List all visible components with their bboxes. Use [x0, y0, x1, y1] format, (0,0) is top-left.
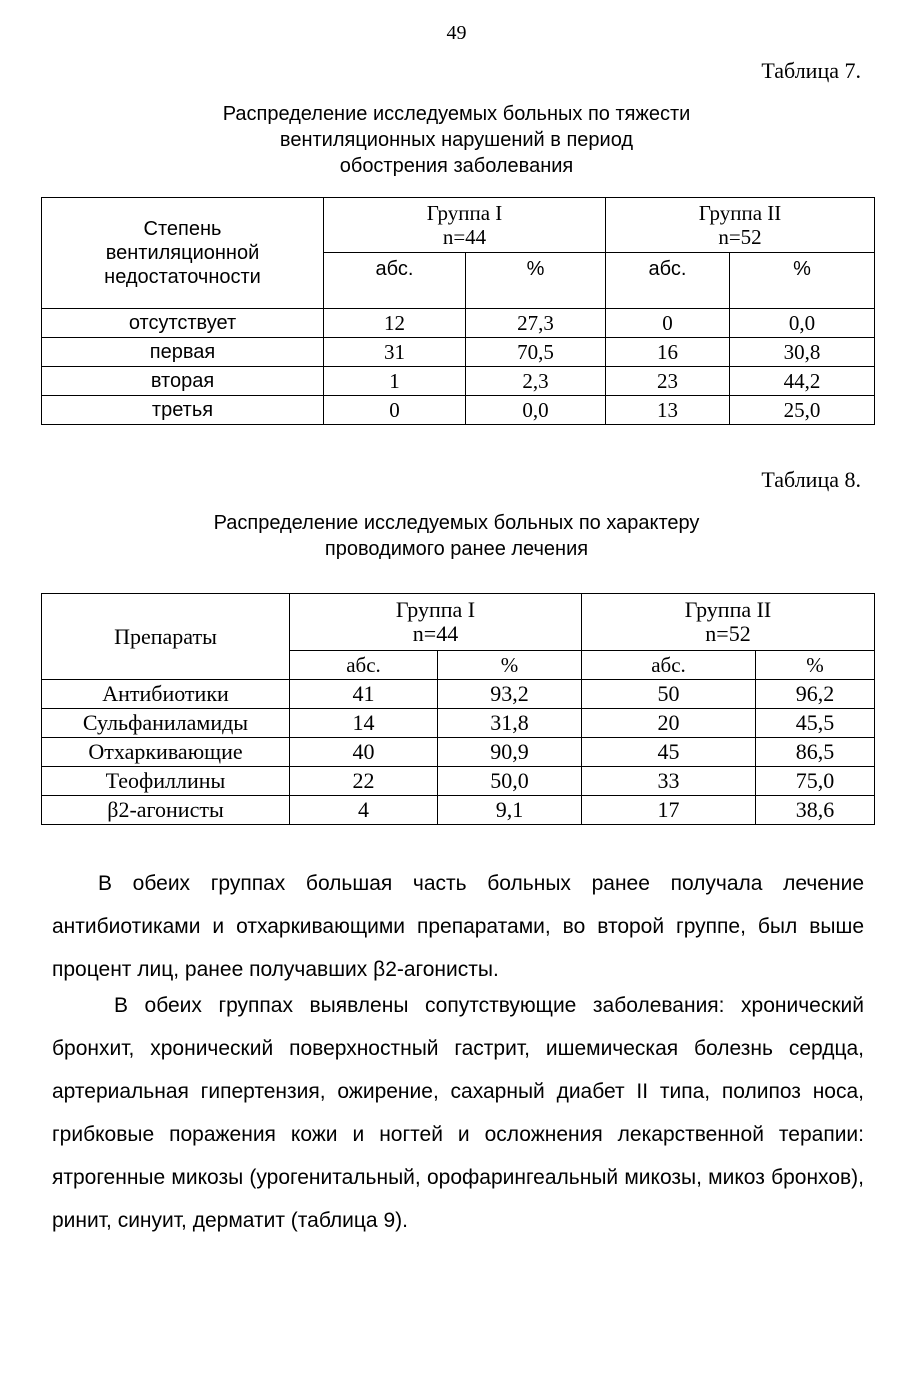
cell: 86,5 [756, 738, 875, 767]
cell: 0,0 [730, 309, 875, 338]
cell: 96,2 [756, 680, 875, 709]
table-row [42, 680, 875, 709]
table8 [41, 593, 875, 825]
cell: 0,0 [466, 396, 606, 425]
group-n: n=52 [718, 225, 762, 249]
cell: 0 [324, 396, 466, 425]
table7-row-header [42, 198, 324, 309]
row-label: Сульфаниламиды [42, 709, 290, 738]
page-number: 49 [446, 22, 467, 44]
table8-caption-line: Распределение исследуемых больных по характеру [213, 512, 700, 534]
table7-caption [0, 101, 913, 179]
cell: 22 [290, 767, 438, 796]
table7-group1-header [324, 198, 606, 253]
cell: 17 [582, 796, 756, 825]
cell: 13 [606, 396, 730, 425]
group-name: Группа II [698, 201, 782, 225]
table-row [42, 738, 875, 767]
table7-abs-header: абс. [324, 253, 466, 309]
row-label: отсутствует [42, 309, 324, 338]
body-paragraph: В обеих группах большая часть больных ранее получала лечение антибиотиками и отхаркивающими препаратами, во второй группе, был выше процент лиц, ранее получавших β2-агонисты. [52, 872, 864, 981]
cell: 0 [606, 309, 730, 338]
cell: 38,6 [756, 796, 875, 825]
cell: 16 [606, 338, 730, 367]
row-header-line: недостаточности [104, 266, 261, 288]
cell: 41 [290, 680, 438, 709]
group-name: Группа II [684, 597, 772, 622]
group-name: Группа I [426, 201, 503, 225]
body-paragraph: В обеих группах выявлены сопутствующие заболевания: хронический бронхит, хронический поверхностный гастрит, ишемическая болезнь сердца, артериальная гипертензия, ожирение, сахарный диабет II типа, полипоз носа, грибковые поражения кожи и ногтей и осложнения лекарственной терапии: ятрогенные микозы (урогенитальный, орофарингеальный микозы, микоз бронхов), ринит, синуит, дерматит (таблица 9). [52, 994, 864, 1232]
table-row [42, 367, 875, 396]
cell: 50 [582, 680, 756, 709]
cell: 23 [606, 367, 730, 396]
table7-caption-line: Распределение исследуемых больных по тяжести [222, 103, 691, 125]
row-label: первая [42, 338, 324, 367]
table8-caption-line: проводимого ранее лечения [324, 538, 589, 560]
cell: 40 [290, 738, 438, 767]
table7-label: Таблица 7. [761, 58, 861, 83]
table-row [42, 709, 875, 738]
cell: 9,1 [438, 796, 582, 825]
table8-pct-header: % [756, 651, 875, 680]
row-header-line: вентиляционной [105, 242, 260, 264]
table-row [42, 396, 875, 425]
cell: 70,5 [466, 338, 606, 367]
cell: 33 [582, 767, 756, 796]
table-row [42, 796, 875, 825]
cell: 50,0 [438, 767, 582, 796]
table8-abs-header: абс. [582, 651, 756, 680]
cell: 31 [324, 338, 466, 367]
table8-caption [0, 510, 913, 562]
cell: 90,9 [438, 738, 582, 767]
cell: 25,0 [730, 396, 875, 425]
table-row [42, 338, 875, 367]
cell: 4 [290, 796, 438, 825]
group-n: n=44 [442, 225, 487, 249]
row-label: вторая [42, 367, 324, 396]
cell: 31,8 [438, 709, 582, 738]
cell: 1 [324, 367, 466, 396]
table7-abs-header: абс. [606, 253, 730, 309]
table8-group2-header [582, 594, 875, 651]
cell: 2,3 [466, 367, 606, 396]
cell: 75,0 [756, 767, 875, 796]
row-label: β2-агонисты [42, 796, 290, 825]
table8-group1-header [290, 594, 582, 651]
cell: 20 [582, 709, 756, 738]
cell: 14 [290, 709, 438, 738]
table8-label: Таблица 8. [761, 467, 861, 492]
cell: 45,5 [756, 709, 875, 738]
cell: 12 [324, 309, 466, 338]
table7-pct-header: % [466, 253, 606, 309]
table7-caption-line: вентиляционных нарушений в период [279, 129, 634, 151]
table-row [42, 309, 875, 338]
table7 [41, 197, 875, 425]
table7-group2-header [606, 198, 875, 253]
row-label: Теофиллины [42, 767, 290, 796]
group-n: n=52 [705, 621, 751, 646]
cell: 45 [582, 738, 756, 767]
row-label: Отхаркивающие [42, 738, 290, 767]
group-name: Группа I [395, 597, 476, 622]
group-n: n=44 [412, 621, 459, 646]
table8-pct-header: % [438, 651, 582, 680]
table7-pct-header: % [730, 253, 875, 309]
cell: 30,8 [730, 338, 875, 367]
row-label: третья [42, 396, 324, 425]
cell: 44,2 [730, 367, 875, 396]
row-label: Антибиотики [42, 680, 290, 709]
table7-caption-line: обострения заболевания [339, 155, 574, 177]
table8-row-header: Препараты [42, 594, 290, 680]
table-row [42, 767, 875, 796]
cell: 27,3 [466, 309, 606, 338]
cell: 93,2 [438, 680, 582, 709]
row-header-line: Степень [143, 218, 222, 240]
table8-abs-header: абс. [290, 651, 438, 680]
